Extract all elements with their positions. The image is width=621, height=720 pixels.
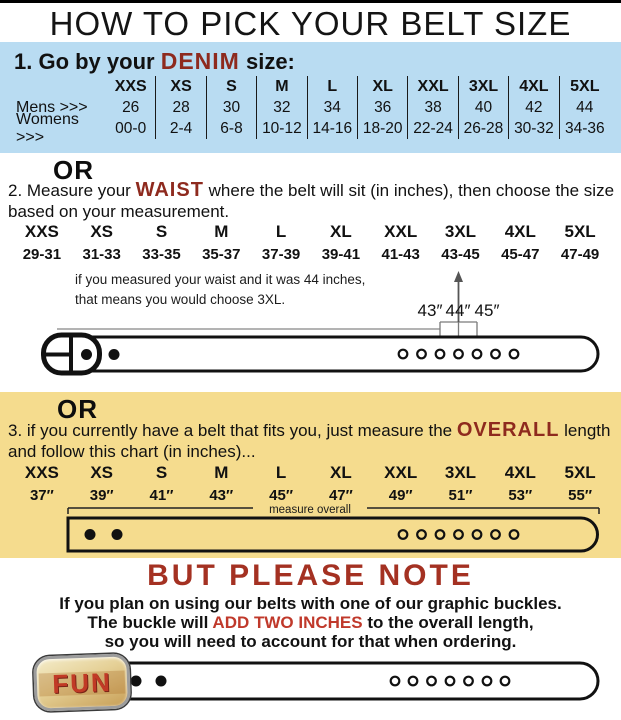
overall-length-cell: 45″ (269, 486, 294, 504)
waist-step-highlight: WAIST (135, 179, 204, 201)
waist-size-table (12, 221, 610, 265)
waist-range-cell: 47-49 (560, 245, 600, 263)
womens-size-cell: 18-20 (358, 118, 408, 139)
waist-range-cell: 37-39 (261, 245, 301, 263)
womens-size-cell: 22-24 (408, 118, 458, 139)
size-header: XXS (24, 463, 59, 482)
waist-step-prefix: 2. Measure your (8, 181, 131, 200)
size-header: 3XL (444, 222, 477, 241)
size-header: M (214, 222, 229, 241)
size-header: XL (358, 76, 408, 97)
marker-44: 44″ (445, 301, 471, 320)
belt-strap (68, 518, 598, 551)
size-header: XXL (384, 463, 418, 482)
marker-labels (418, 301, 500, 320)
womens-row-label: Womens >>> (16, 110, 79, 146)
mens-size-cell: 30 (207, 97, 257, 118)
size-header: 5XL (570, 77, 600, 95)
overall-length-cell: 53″ (508, 486, 533, 504)
waist-step-suffix: where the belt will sit (in inches), then choose the size based on your measurement. (8, 181, 615, 221)
size-header: XXS (106, 76, 156, 97)
overall-step-heading (8, 420, 620, 462)
overall-length-cell: 55″ (568, 486, 593, 504)
waist-range-cell: 45-47 (501, 245, 540, 263)
size-header: S (155, 222, 168, 241)
belt-buckle-outline (44, 335, 100, 373)
size-header: 4XL (504, 463, 536, 482)
mens-size-cell: 38 (408, 97, 458, 118)
top-black-bar (0, 0, 621, 3)
waist-range-cell: 31-33 (82, 245, 121, 263)
graphic-buckle (33, 653, 131, 711)
waist-range-cell: 39-41 (321, 245, 361, 263)
overall-length-cell: 49″ (388, 486, 413, 504)
size-header: 3XL (459, 76, 509, 97)
waist-range-cell: 29-31 (22, 245, 62, 263)
overall-length-cell: 41″ (149, 486, 174, 504)
belt-illustration-overall (0, 500, 621, 558)
waist-example-line2: that means you would choose 3XL. (75, 292, 286, 307)
note-line2-highlight: ADD TWO INCHES (212, 613, 363, 632)
womens-size-cell: 26-28 (459, 118, 509, 139)
note-heading: BUT PLEASE NOTE (147, 559, 474, 592)
waist-range-cell: 35-37 (202, 245, 241, 263)
size-header: S (207, 76, 257, 97)
size-header: M (257, 76, 307, 97)
size-header: L (308, 76, 358, 97)
womens-size-cell: 6-8 (207, 118, 257, 139)
note-line1: If you plan on using our belts with one of our graphic buckles. (59, 594, 562, 613)
overall-length-cell: 39″ (89, 486, 114, 504)
section-denim (0, 42, 621, 153)
overall-length-cell: 47″ (328, 486, 353, 504)
overall-step-suffix: length and follow this chart (in inches)... (8, 421, 611, 461)
overall-length-cell: 37″ (29, 486, 54, 504)
belt-illustration-waist (0, 265, 621, 392)
waist-range-cell: 43-45 (441, 245, 480, 263)
womens-size-cell: 34-36 (564, 119, 605, 137)
mens-size-cell: 32 (257, 97, 307, 118)
size-header: S (155, 463, 168, 482)
mens-size-cell: 28 (156, 97, 206, 118)
size-header: 5XL (564, 222, 596, 241)
size-header: XS (90, 222, 114, 241)
waist-example-line1: if you measured your waist and it was 44 inches, (75, 272, 366, 287)
mens-size-cell: 26 (106, 97, 156, 118)
size-header: L (275, 463, 287, 482)
note-line2-prefix: The buckle will (87, 613, 209, 632)
size-header: XXS (24, 222, 59, 241)
waist-range-cell: 41-43 (381, 245, 420, 263)
womens-size-cell: 10-12 (257, 118, 307, 139)
buckle-graphic-band (39, 667, 126, 700)
denim-step-suffix: size: (245, 49, 295, 74)
denim-size-table (14, 76, 610, 146)
size-header: 4XL (504, 222, 536, 241)
size-header: XXL (384, 222, 418, 241)
denim-step-prefix: 1. Go by your (14, 49, 155, 74)
mens-size-cell: 42 (509, 97, 559, 118)
womens-size-cell: 2-4 (156, 118, 206, 139)
overall-length-cell: 51″ (448, 486, 473, 504)
womens-size-cell: 30-32 (509, 118, 559, 139)
note-line3: so you will need to account for that when ordering. (104, 632, 517, 651)
womens-size-cell: 00-0 (106, 118, 156, 139)
waist-range-cell: 33-35 (142, 245, 181, 263)
measure-overall-label: measure overall (269, 504, 351, 516)
overall-length-cell: 43″ (209, 486, 234, 504)
mens-size-cell: 36 (358, 97, 408, 118)
size-header: 4XL (509, 76, 559, 97)
size-header: L (275, 222, 287, 241)
womens-size-cell: 14-16 (308, 118, 358, 139)
belt-strap (121, 663, 598, 699)
denim-step-heading (14, 48, 295, 75)
overall-step-highlight: OVERALL (456, 419, 560, 441)
size-header: XL (330, 222, 352, 241)
size-header: XL (330, 463, 352, 482)
size-header: XXL (408, 76, 458, 97)
buckle-label: FUN (51, 667, 113, 700)
waist-step-heading (8, 180, 620, 222)
size-header: XS (90, 463, 114, 482)
denim-step-highlight: DENIM (160, 48, 240, 74)
mens-size-cell: 34 (308, 97, 358, 118)
section-overall (0, 392, 621, 558)
size-header: 5XL (564, 463, 596, 482)
or-separator-overall: OR (57, 394, 98, 424)
size-header: XS (156, 76, 206, 97)
mens-size-cell: 44 (576, 98, 594, 116)
note-line2 (0, 613, 621, 633)
size-header: M (214, 463, 229, 482)
mens-row-label: Mens >>> (16, 98, 88, 116)
overall-step-prefix: 3. if you currently have a belt that fits you, just measure the (8, 421, 453, 440)
page-title: HOW TO PICK YOUR BELT SIZE (49, 5, 572, 42)
size-header: 3XL (444, 463, 477, 482)
or-separator-waist: OR (53, 155, 94, 185)
mens-size-cell: 40 (459, 97, 509, 118)
marker-45: 45″ (474, 301, 500, 320)
denim-header-spacer (14, 76, 106, 97)
belt-strap (70, 337, 598, 371)
note-line2-suffix: to the overall length, (367, 613, 534, 632)
marker-43: 43″ (417, 301, 443, 320)
